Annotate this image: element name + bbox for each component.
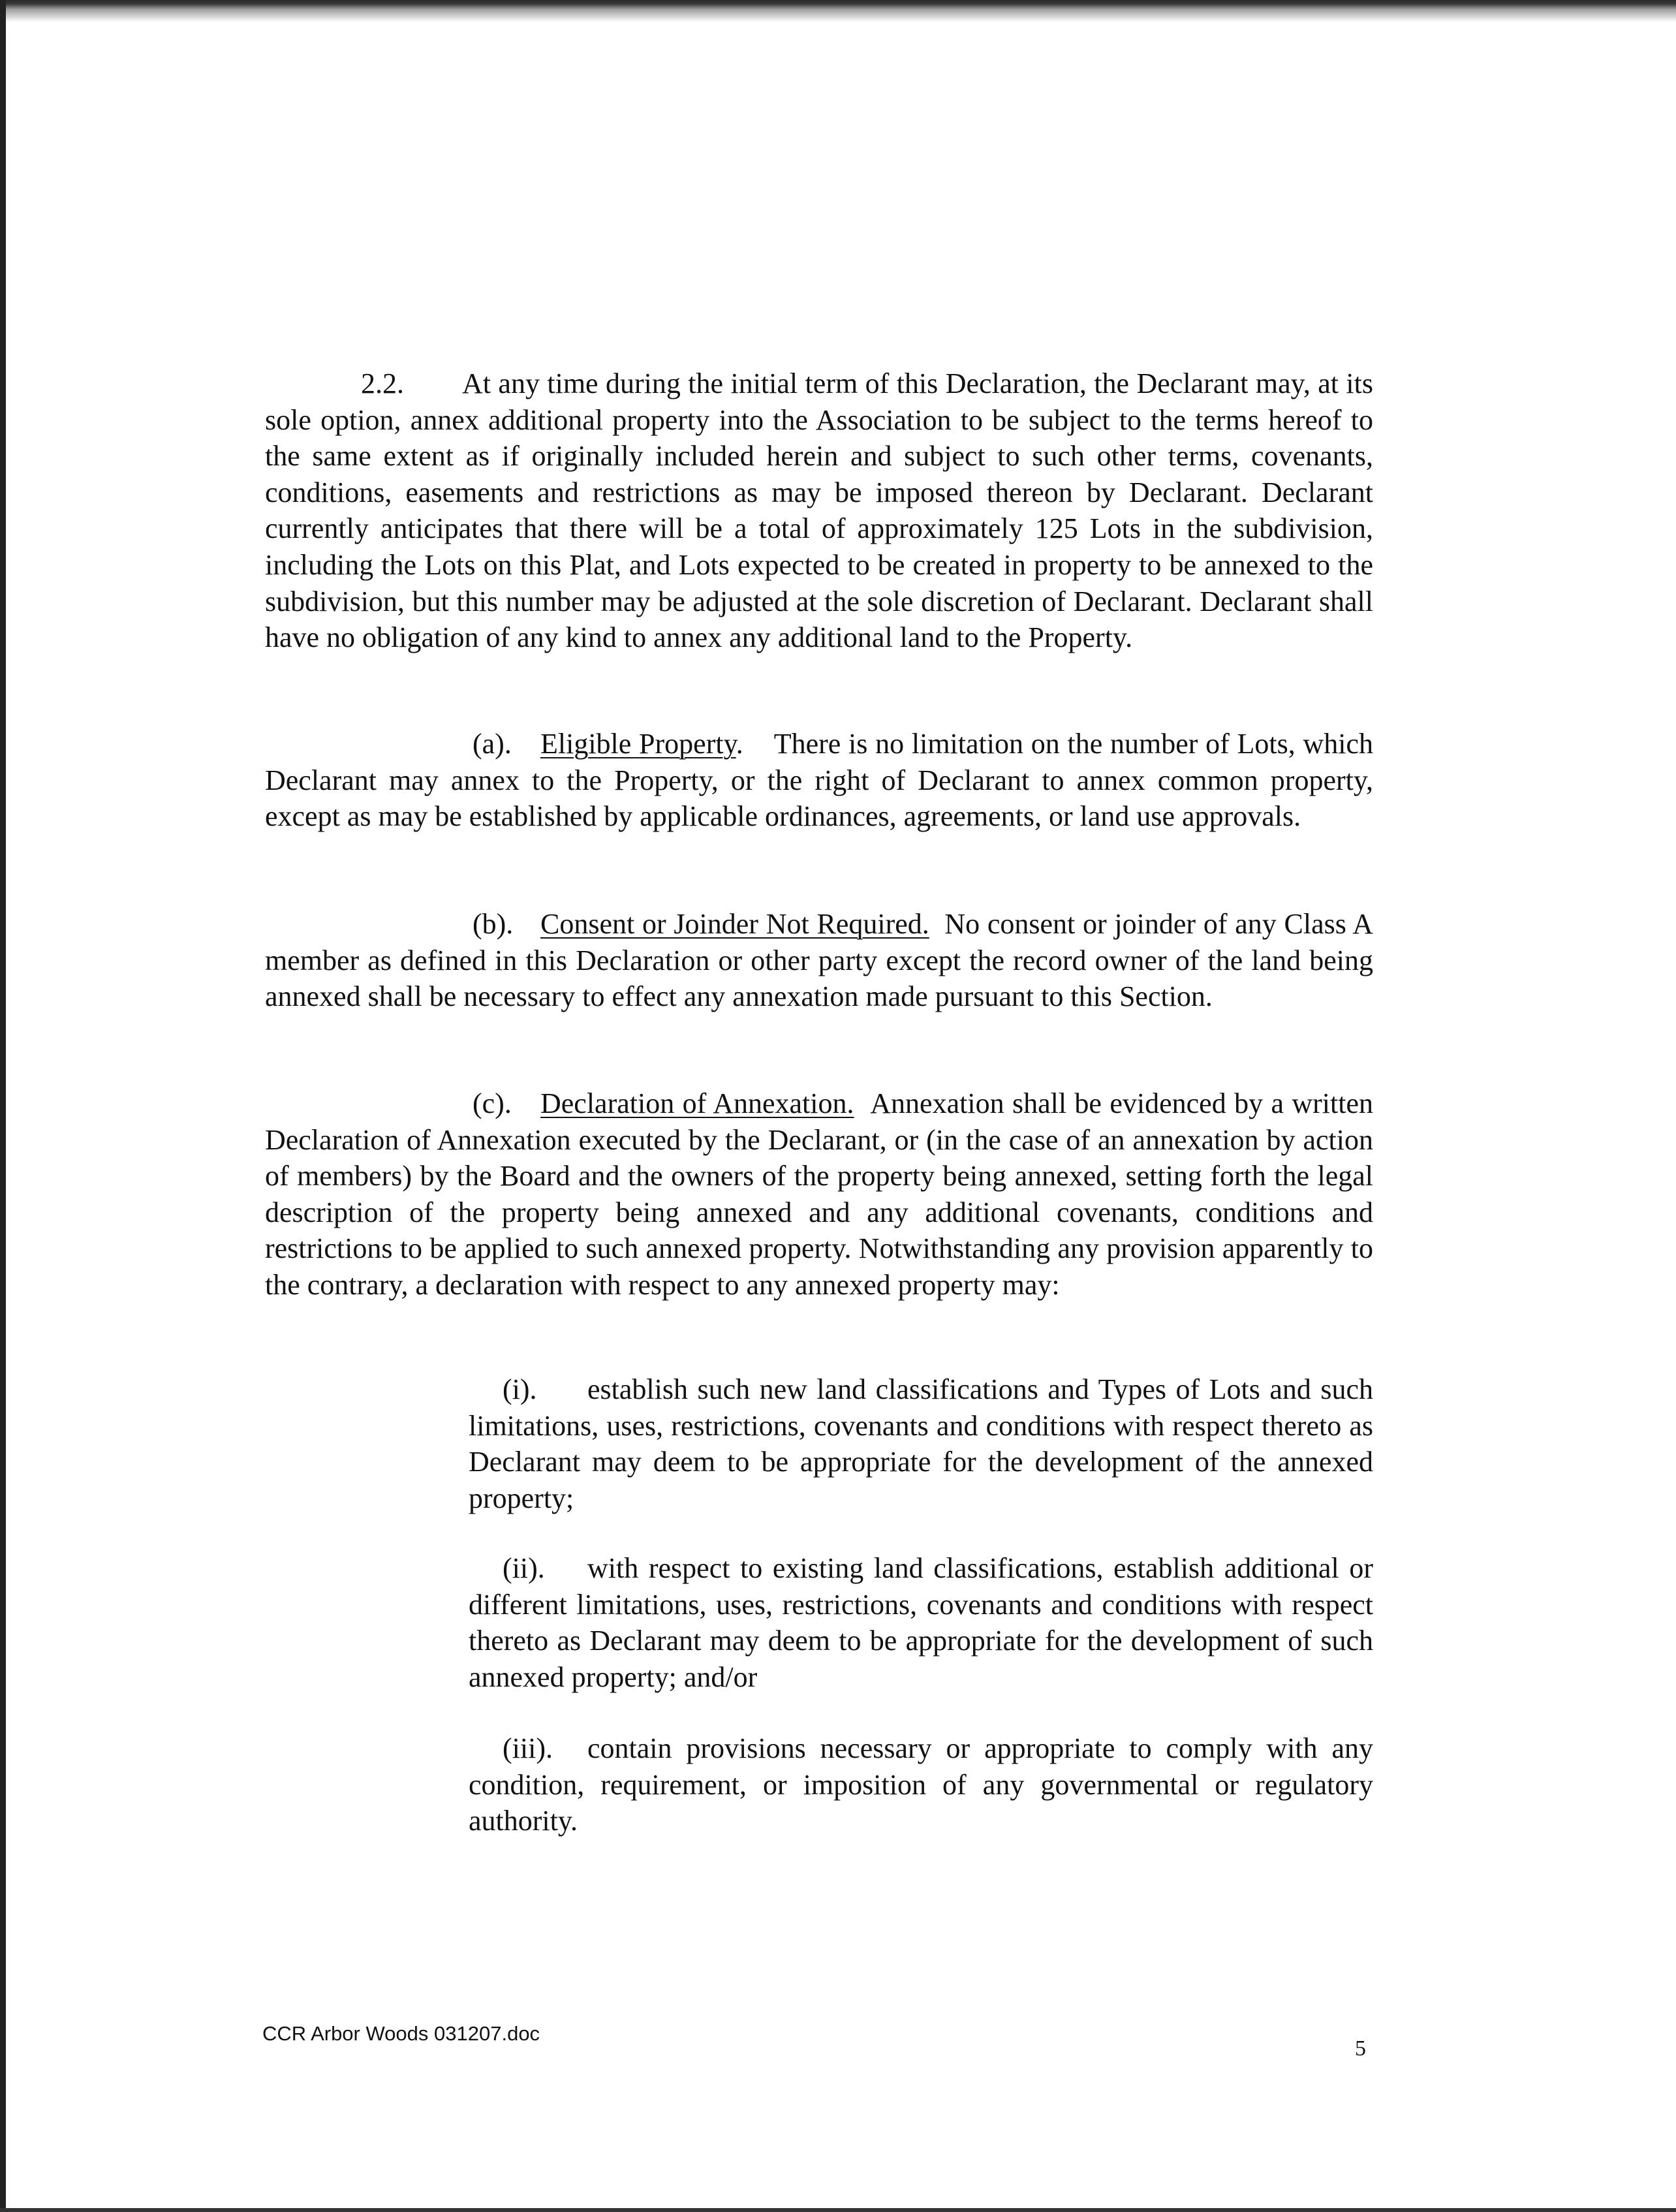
item-iii-paragraph <box>469 1730 1373 1839</box>
item-text: contain provisions necessary or appropriate to comply with any condition, requirement, or imposition of any governmental or regulatory authority. <box>469 1732 1373 1837</box>
item-number: (ii). <box>503 1552 545 1584</box>
subsection-text: Annexation shall be evidenced by a written Declaration of Annexation executed by the Declarant, or (in the case of an annexation by action of members) by the Board and the owners of the property being annexed, setting forth the legal description of the property being annexed and any additional covenants, conditions and restrictions to be applied to such annexed property. Notwithstanding any provision apparently to the contrary, a declaration with respect to any annexed property may: <box>265 1087 1374 1301</box>
subsection-text: No consent or joinder of any Class A member as defined in this Declaration or other party except the record owner of the land being annexed shall be necessary to effect any annexation made pursuant to this Section. <box>265 908 1373 1013</box>
footer-filename: CCR Arbor Woods 031207.doc <box>262 2022 540 2045</box>
subsection-c-paragraph <box>265 1085 1373 1303</box>
subsection-text: There is no limitation on the number of Lots, which Declarant may annex to the Property, or the right of Declarant to annex common property, except as may be established by applicable ordinances, agreements, or land use approvals. <box>265 728 1374 833</box>
section-number: 2.2. <box>361 367 404 399</box>
item-number: (i). <box>503 1373 537 1405</box>
subsection-heading: Declaration of Annexation. <box>540 1087 854 1119</box>
scan-left-edge <box>0 0 6 2212</box>
footer-page-number: 5 <box>1355 2036 1366 2061</box>
scan-top-edge <box>0 0 1676 26</box>
subsection-b-paragraph <box>265 906 1373 1015</box>
subsection-a-paragraph <box>265 726 1373 835</box>
item-ii-paragraph <box>469 1550 1373 1695</box>
subsection-number: (b). <box>473 908 514 940</box>
item-i-paragraph <box>469 1371 1373 1516</box>
item-text: with respect to existing land classifications, establish additional or different limitations, uses, restrictions, covenants and conditions with respect thereto as Declarant may deem to be appropriate for the development of such annexed property; and/or <box>469 1552 1373 1693</box>
item-number: (iii). <box>503 1732 553 1764</box>
section-2-2-paragraph <box>265 366 1373 656</box>
subsection-heading: Eligible Property <box>540 728 736 760</box>
scan-bottom-edge <box>0 2208 1676 2212</box>
section-text: At any time during the initial term of this Declaration, the Declarant may, at its sole option, annex additional property into the Association to be subject to the terms hereof to the same extent as if originally included herein and subject to such other terms, covenants, conditions, easements and restrictions as may be imposed thereon by Declarant. Declarant currently anticipates that there will be a total of approximately 125 Lots in the subdivision, including the Lots on this Plat, and Lots expected to be created in property to be annexed to the subdivision, but this number may be adjusted at the sole discretion of Declarant. Declarant shall have no obligation of any kind to annex any additional land to the Property. <box>265 367 1373 654</box>
item-text: establish such new land classifications and Types of Lots and such limitations, uses, restrictions, covenants and conditions with respect thereto as Declarant may deem to be appropriate for the development of the annexed property; <box>469 1373 1373 1514</box>
subsection-number: (c). <box>473 1087 512 1119</box>
subsection-heading-punct: . <box>736 728 743 760</box>
subsection-number: (a). <box>473 728 512 760</box>
subsection-heading: Consent or Joinder Not Required. <box>540 908 929 940</box>
